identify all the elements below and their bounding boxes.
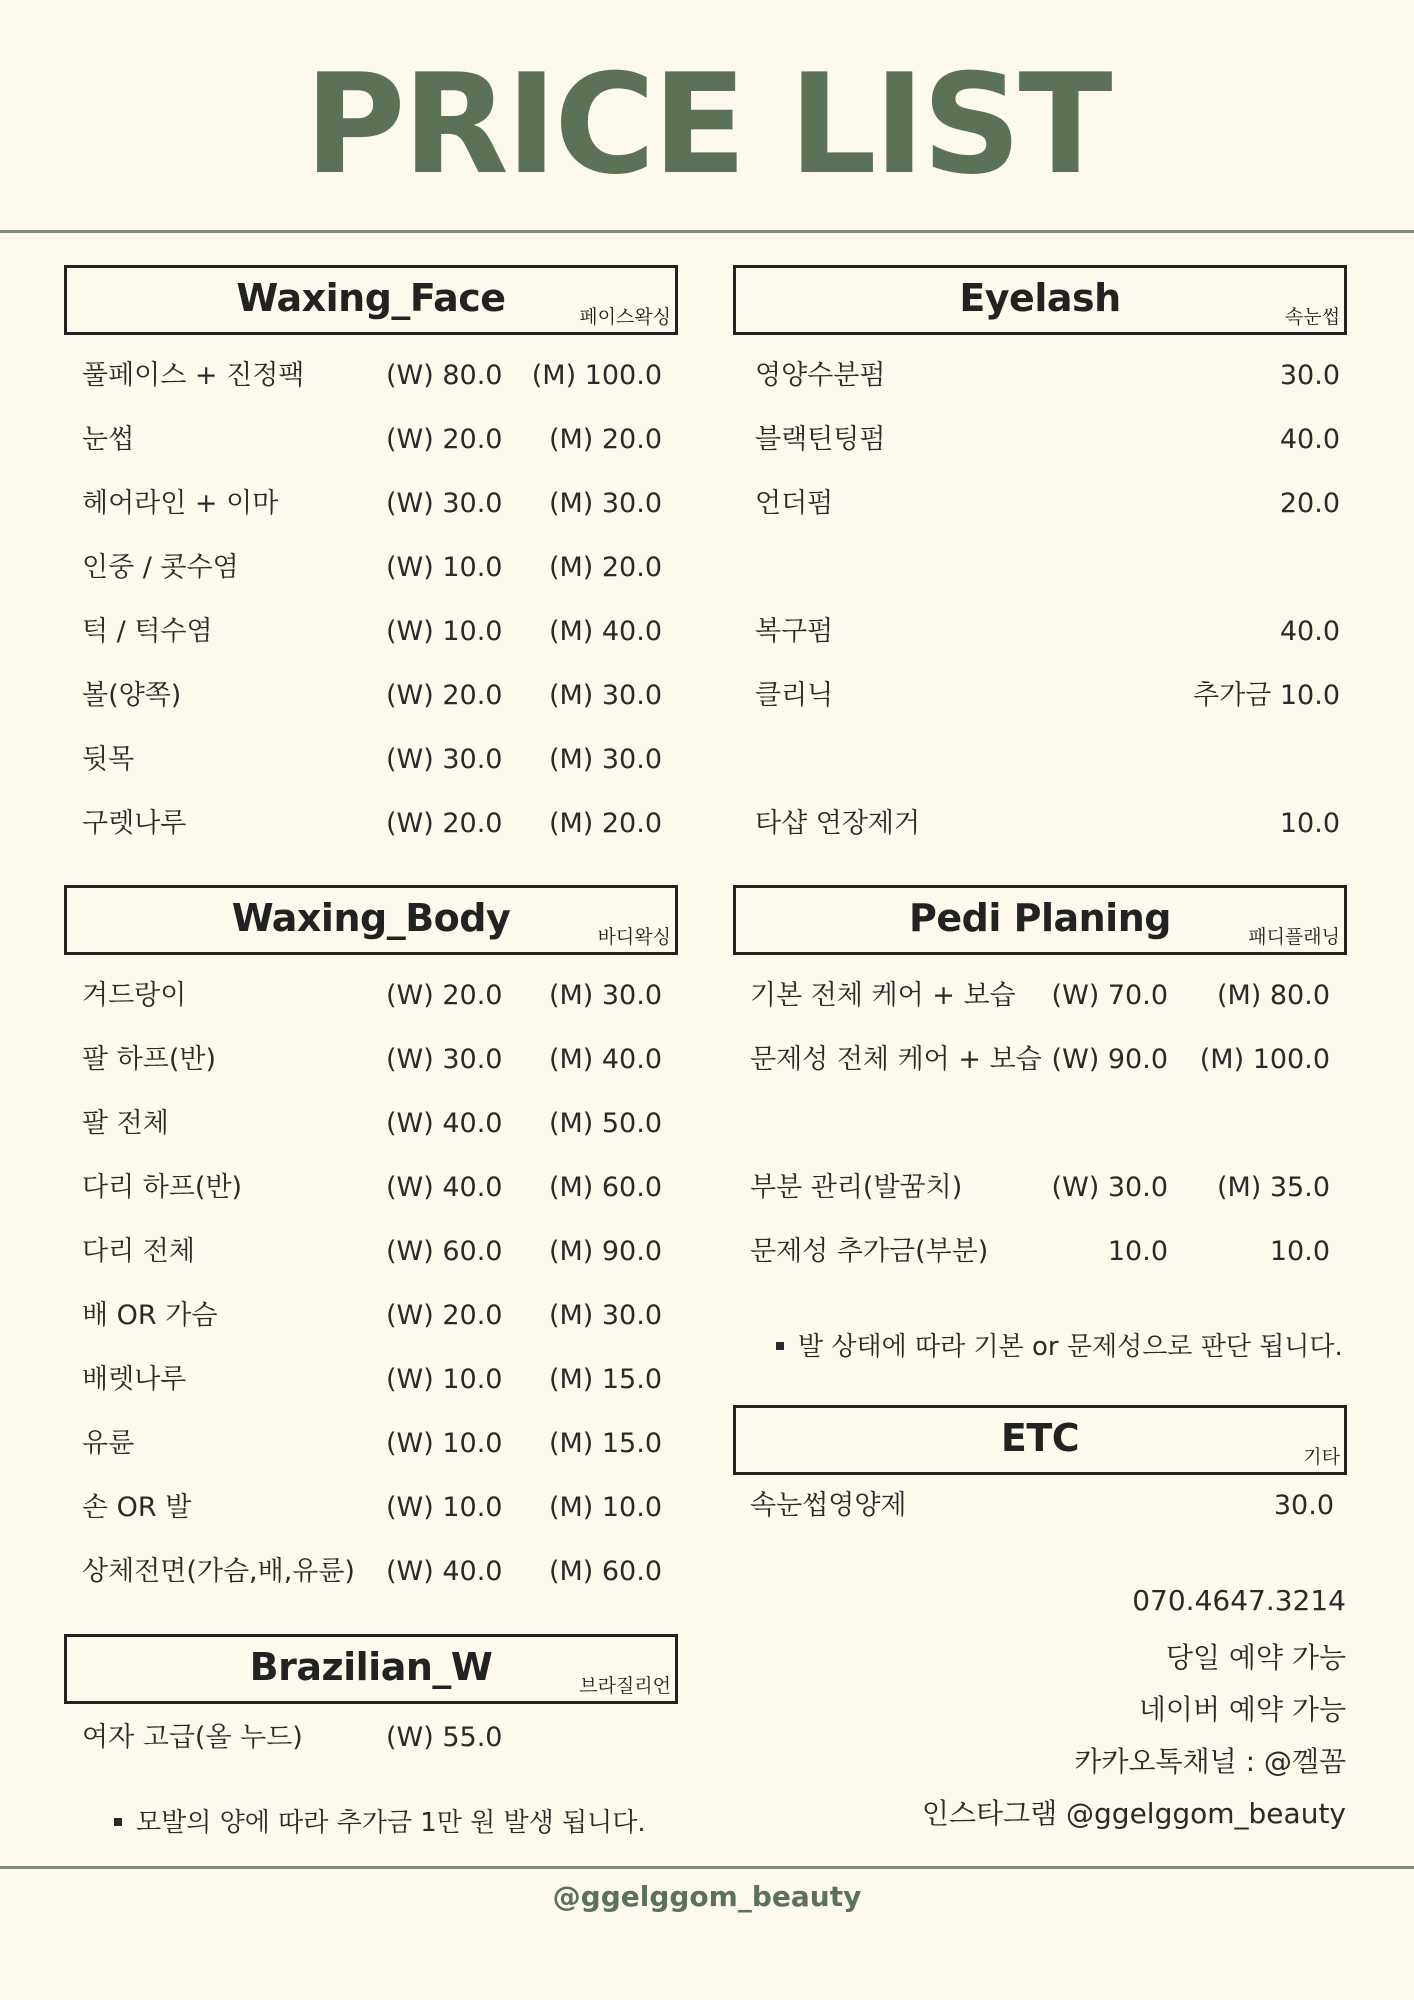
item-name: 구렛나루: [82, 808, 187, 839]
item-price-w: (W) 30.0: [386, 1044, 503, 1075]
list-item: [82, 1552, 662, 1592]
item-price-m: (M) 50.0: [548, 1108, 662, 1139]
item-price-w: (W) 10.0: [386, 552, 503, 583]
item-name: 상체전면(가슴,배,유륜): [82, 1556, 355, 1587]
item-name: 팔 하프(반): [82, 1044, 216, 1075]
etc-title: ETC: [1000, 1416, 1080, 1460]
list-item: [755, 356, 1340, 396]
item-price-w: (W) 10.0: [386, 1492, 503, 1523]
item-price-m: (M) 30.0: [548, 744, 662, 775]
contact-phone: 070.4647.3214: [1132, 1584, 1346, 1617]
item-price: 30.0: [1279, 360, 1340, 391]
item-name: 속눈썹영양제: [750, 1490, 907, 1521]
list-item: [82, 1424, 662, 1464]
eyelash-subtitle: 속눈썹: [1284, 306, 1340, 328]
item-price-w: (W) 20.0: [386, 424, 503, 455]
item-price-m: (M) 10.0: [548, 1492, 662, 1523]
pedi-planing-header: [733, 885, 1347, 955]
item-name: 기본 전체 케어 + 보습: [750, 980, 1016, 1011]
item-price-w: (W) 20.0: [386, 680, 503, 711]
item-name: 턱 / 턱수염: [82, 616, 213, 647]
item-price: 20.0: [1279, 488, 1340, 519]
page-title: PRICE LIST: [304, 44, 1110, 205]
item-price-m: (M) 15.0: [548, 1364, 662, 1395]
item-price-w: (W) 40.0: [386, 1556, 503, 1587]
bullet-icon: [776, 1342, 784, 1350]
list-item: [82, 420, 662, 460]
list-item: [82, 1488, 662, 1528]
list-item: [82, 612, 662, 652]
brazilian-subtitle: 브라질리언: [579, 1675, 671, 1697]
contact-kakao: 카카오톡채널 : @껠꼼: [1074, 1745, 1346, 1778]
item-price: 40.0: [1279, 616, 1340, 647]
list-item: [755, 420, 1340, 460]
item-name: 클리닉: [755, 680, 834, 711]
item-price-m: (M) 100.0: [1199, 1044, 1330, 1075]
list-item: [750, 1040, 1330, 1080]
item-price-m: (M) 30.0: [548, 680, 662, 711]
pedi-note: [776, 1326, 1343, 1363]
item-price-m: (M) 30.0: [548, 488, 662, 519]
waxing-body-title: Waxing_Body: [231, 896, 511, 940]
list-item: [82, 976, 662, 1016]
item-name: 블랙틴팅펌: [755, 424, 886, 455]
etc-subtitle: 기타: [1303, 1446, 1340, 1468]
item-price-m: (M) 20.0: [548, 808, 662, 839]
item-price-m: (M) 40.0: [548, 616, 662, 647]
item-price-w: (W) 30.0: [1051, 1172, 1168, 1203]
list-item: [82, 1718, 662, 1758]
item-price: 30.0: [1273, 1490, 1334, 1521]
pedi-note-text: 발 상태에 따라 기본 or 문제성으로 판단 됩니다.: [798, 1332, 1343, 1362]
item-price: 추가금 10.0: [1193, 680, 1340, 711]
item-price-w: (W) 10.0: [386, 1428, 503, 1459]
list-item: [755, 804, 1340, 844]
eyelash-header: [733, 265, 1347, 335]
item-name: 뒷목: [82, 744, 135, 775]
top-divider: [0, 230, 1414, 233]
item-price-m: (M) 80.0: [1216, 980, 1330, 1011]
list-item: [750, 976, 1330, 1016]
item-name: 다리 전체: [82, 1236, 195, 1267]
list-item: [82, 1168, 662, 1208]
item-price-m: (M) 20.0: [548, 552, 662, 583]
waxing-body-subtitle: 바디왁싱: [597, 926, 671, 948]
item-price-w: (W) 30.0: [386, 744, 503, 775]
pedi-planing-title: Pedi Planing: [909, 896, 1171, 940]
item-name: 문제성 추가금(부분): [750, 1236, 989, 1267]
list-item: [82, 1104, 662, 1144]
item-price-m: (M) 90.0: [548, 1236, 662, 1267]
brazilian-title: Brazilian_W: [249, 1645, 493, 1689]
item-name: 다리 하프(반): [82, 1172, 243, 1203]
item-name: 유륜: [82, 1428, 135, 1459]
item-name: 눈썹: [82, 424, 135, 455]
waxing-body-header: [64, 885, 678, 955]
etc-header: [733, 1405, 1347, 1475]
item-name: 팔 전체: [82, 1108, 169, 1139]
item-price: 10.0: [1279, 808, 1340, 839]
item-name: 언더펌: [755, 488, 834, 519]
bullet-icon: [114, 1818, 122, 1826]
item-price-m: (M) 30.0: [548, 980, 662, 1011]
item-price-m: (M) 60.0: [548, 1172, 662, 1203]
item-price-w: (W) 30.0: [386, 488, 503, 519]
item-name: 타샵 연장제거: [755, 808, 921, 839]
item-price-w: (W) 10.0: [386, 616, 503, 647]
item-name: 볼(양쪽): [82, 680, 182, 711]
eyelash-title: Eyelash: [959, 276, 1121, 320]
bottom-divider: [0, 1866, 1414, 1869]
list-item: [82, 1360, 662, 1400]
list-item: [750, 1486, 1334, 1526]
item-name: 부분 관리(발꿈치): [750, 1172, 963, 1203]
waxing-face-title: Waxing_Face: [236, 276, 506, 320]
list-item: [82, 356, 662, 396]
item-price-w: (W) 55.0: [386, 1722, 503, 1753]
item-price-m: (M) 35.0: [1216, 1172, 1330, 1203]
item-price-m: (M) 20.0: [548, 424, 662, 455]
item-name: 영양수분펌: [755, 360, 886, 391]
item-price-w: (W) 40.0: [386, 1172, 503, 1203]
footer-handle: @ggelggom_beauty: [552, 1880, 862, 1913]
brazilian-note: [114, 1802, 646, 1839]
item-name: 풀페이스 + 진정팩: [82, 360, 305, 391]
item-name: 여자 고급(올 누드): [82, 1722, 303, 1753]
item-name: 겨드랑이: [82, 980, 187, 1011]
contact-naver: 네이버 예약 가능: [1138, 1693, 1346, 1726]
item-price-w: 10.0: [1107, 1236, 1168, 1267]
item-name: 배렛나루: [82, 1364, 187, 1395]
brazilian-note-text: 모발의 양에 따라 추가금 1만 원 발생 됩니다.: [136, 1808, 646, 1838]
brazilian-header: [64, 1634, 678, 1704]
item-price-w: (W) 40.0: [386, 1108, 503, 1139]
contact-same-day: 당일 예약 가능: [1165, 1641, 1346, 1674]
contact-instagram: 인스타그램 @ggelggom_beauty: [921, 1797, 1346, 1830]
item-price-w: (W) 80.0: [386, 360, 503, 391]
item-price-w: (W) 10.0: [386, 1364, 503, 1395]
item-name: 문제성 전체 케어 + 보습: [750, 1044, 1042, 1075]
list-item: [755, 484, 1340, 524]
item-name: 인중 / 콧수염: [82, 552, 239, 583]
item-price-w: (W) 20.0: [386, 980, 503, 1011]
item-price-m: (M) 40.0: [548, 1044, 662, 1075]
item-price-w: (W) 90.0: [1051, 1044, 1168, 1075]
list-item: [82, 1232, 662, 1272]
item-price-w: (W) 20.0: [386, 1300, 503, 1331]
item-name: 배 OR 가슴: [82, 1300, 218, 1331]
list-item: [755, 676, 1340, 716]
item-price-m: (M) 60.0: [548, 1556, 662, 1587]
list-item: [82, 804, 662, 844]
item-price-w: (W) 60.0: [386, 1236, 503, 1267]
item-price: 40.0: [1279, 424, 1340, 455]
list-item: [750, 1232, 1330, 1272]
list-item: [82, 484, 662, 524]
item-price-w: (W) 70.0: [1051, 980, 1168, 1011]
pedi-planing-subtitle: 패디플래닝: [1248, 926, 1340, 948]
item-price-m: (M) 15.0: [548, 1428, 662, 1459]
list-item: [82, 1040, 662, 1080]
item-price-m: (M) 30.0: [548, 1300, 662, 1331]
item-price-m: (M) 100.0: [531, 360, 662, 391]
list-item: [755, 612, 1340, 652]
waxing-face-header: [64, 265, 678, 335]
list-item: [82, 740, 662, 780]
item-name: 헤어라인 + 이마: [82, 488, 279, 519]
item-price-w: (W) 20.0: [386, 808, 503, 839]
item-name: 복구펌: [755, 616, 834, 647]
item-price-m: 10.0: [1269, 1236, 1330, 1267]
item-name: 손 OR 발: [82, 1492, 192, 1523]
list-item: [82, 1296, 662, 1336]
list-item: [750, 1168, 1330, 1208]
waxing-face-subtitle: 페이스왁싱: [579, 306, 671, 328]
list-item: [82, 676, 662, 716]
list-item: [82, 548, 662, 588]
